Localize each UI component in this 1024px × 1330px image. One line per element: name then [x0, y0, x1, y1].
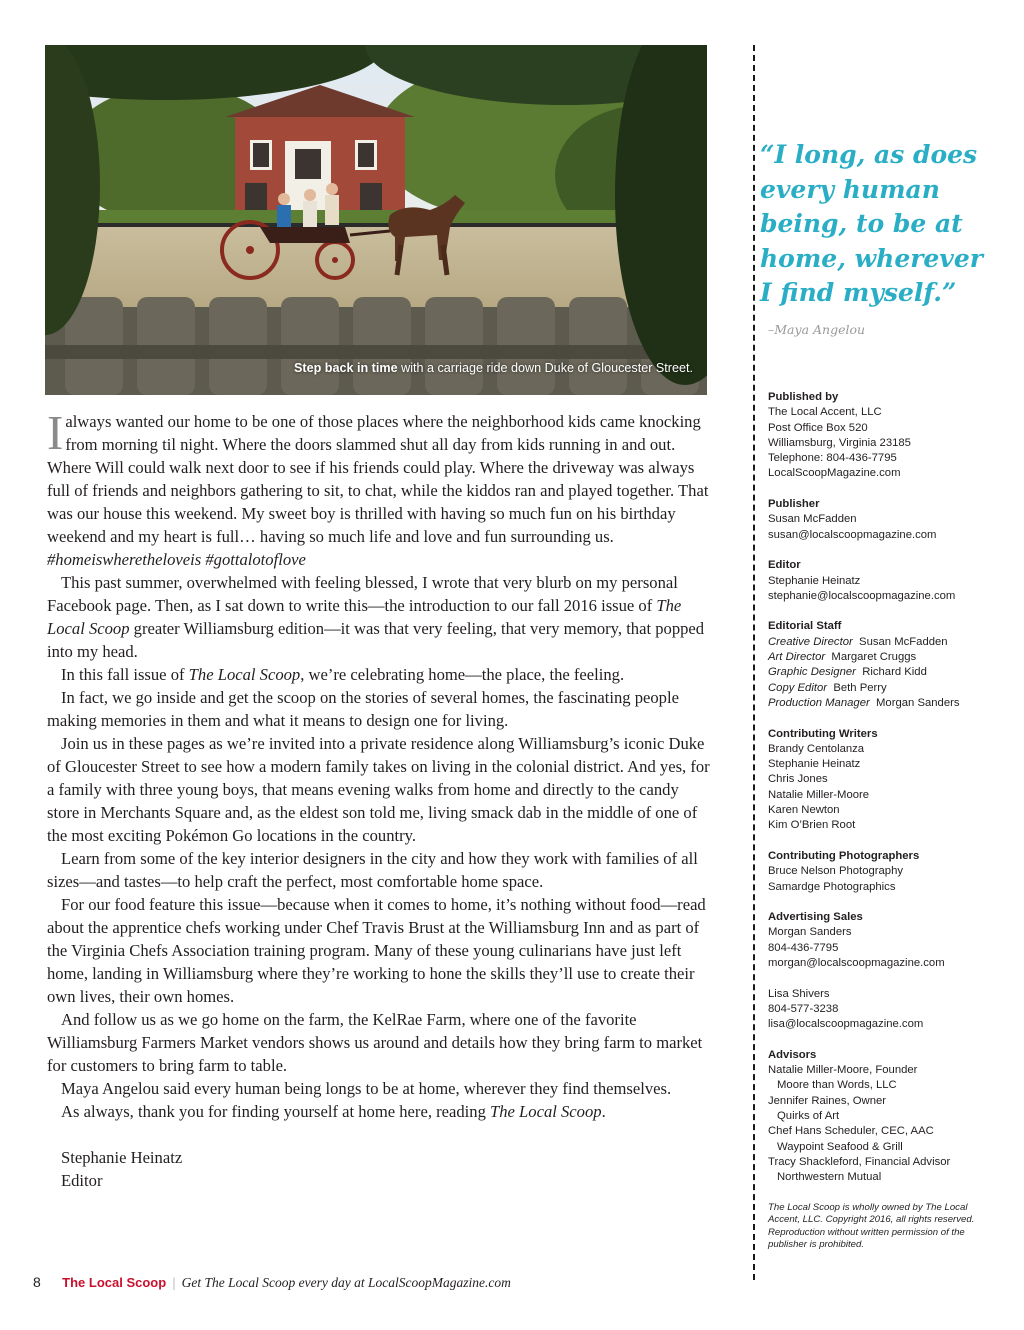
pull-quote: “I long, as does every human being, to be at home, wherever I find myself.”: [760, 140, 983, 307]
photo-caption-bold: Step back in time: [294, 361, 398, 375]
masthead: [768, 390, 1008, 1201]
masthead-advertising-sales: Advertising Sales Morgan Sanders 804-436-7795 morgan@localscoopmagazine.com: [768, 911, 945, 969]
page-number: 8: [33, 1274, 41, 1290]
masthead-editor: Editor Stephanie Heinatz stephanie@localscoopmagazine.com: [768, 559, 956, 602]
feature-photo: [45, 45, 707, 395]
column-divider: [753, 45, 755, 1280]
ownership-note: The Local Scoop is wholly owned by The Local Accent, LLC. Copyright 2016, all rights reserved. Reproduction without written permission of the publisher is prohibited.: [768, 1202, 975, 1251]
footer-separator: |: [172, 1275, 176, 1290]
hashtags: #homeiswheretheloveis #gottalotoflove: [47, 550, 306, 569]
article-paragraph: In this fall issue of The Local Scoop, we’re celebrating home—the place, the feeling.: [61, 665, 625, 684]
article-paragraph: This past summer, overwhelmed with feeling blessed, I wrote that very blurb on my personal Facebook page. Then, as I sat down to write this—the introduction to our fall 2016 issue of The Local Scoop greater Williamsburg edition—it was that very feeling, that very memory, that popped into my head.: [47, 573, 705, 661]
article-paragraph: Ialways wanted our home to be one of those places where the neighborhood kids came knocking from morning til night. Where the doors slammed shut all day from kids running in and out. Where Will could walk next door to see if his friends could play. Where the driveway was always full of friends and neighbors gathering to sit, to chat, while the kiddos ran and played together. That was our house this weekend. My sweet boy is thrilled with having so much fun on his birthday weekend and my heart is full… having so much life and love and fun surrounding us.: [47, 405, 709, 546]
article-paragraph: In fact, we go inside and get the scoop on the stories of several homes, the fascinating people making memories in them and what it means to design one for living.: [47, 688, 679, 730]
masthead-advisors: Advisors Natalie Miller-Moore, Founder Moore than Words, LLC Jennifer Raines, Owner Quirks of Art Chef Hans Scheduler, CEC, AAC Waypoint Seafood & Grill Tracy Shackleford, Financial Advisor Northwestern Mutual: [768, 1048, 951, 1184]
signature-title: Editor: [61, 1171, 103, 1190]
signature-name: Stephanie Heinatz: [61, 1148, 183, 1167]
masthead-published-by: Published by The Local Accent, LLC Post Office Box 520 Williamsburg, Virginia 23185 Telephone: 804-436-7795 LocalScoopMagazine.com: [768, 391, 911, 480]
page-footer: [33, 1274, 511, 1291]
drop-cap: I: [47, 405, 64, 460]
masthead-editorial-staff: Editorial Staff Creative Director Susan McFadden Art Director Margaret Cruggs Graphic Designer Richard Kidd Copy Editor Beth Perry Production Manager Morgan Sanders: [768, 620, 960, 709]
photo-caption-text: with a carriage ride down Duke of Gloucester Street.: [397, 361, 693, 375]
article-paragraph: And follow us as we go home on the farm, the KelRae Farm, where one of the favorite Williamsburg Farmers Market vendors shows us around and details how they bring farm to market for customers to bring farm to table.: [47, 1010, 703, 1075]
article-paragraph: Learn from some of the key interior designers in the city and how they work with families of all sizes—and tastes—to help craft the perfect, most comfortable home space.: [47, 849, 698, 891]
carriage-street-illustration: [45, 45, 707, 395]
quote-attribution: –Maya Angelou: [768, 322, 866, 337]
masthead-advertising-sales-2: Lisa Shivers 804-577-3238 lisa@localscoopmagazine.com: [768, 987, 924, 1031]
editor-letter: [47, 405, 713, 1192]
masthead-contributing-writers: Contributing Writers Brandy Centolanza Stephanie Heinatz Chris Jones Natalie Miller-Moore Karen Newton Kim O’Brien Root: [768, 727, 878, 832]
article-paragraph: Maya Angelou said every human being longs to be at home, wherever they find themselves.: [61, 1079, 672, 1098]
photo-caption: [294, 361, 693, 375]
footer-brand: The Local Scoop: [62, 1275, 167, 1290]
footer-tagline: Get The Local Scoop every day at LocalScoopMagazine.com: [181, 1275, 511, 1290]
masthead-publisher: Publisher Susan McFadden susan@localscoopmagazine.com: [768, 498, 937, 541]
article-paragraph: Join us in these pages as we’re invited into a private residence along Williamsburg’s iconic Duke of Gloucester Street to see how a modern family takes on living in the colonial district. And yes, for a family with three young boys, that means evening walks from home and directly to the candy store in Merchants Square and, as the eldest son told me, living smack dab in the middle of one of the most exciting Pokémon Go locations in the country.: [47, 734, 710, 845]
article-paragraph: For our food feature this issue—because when it comes to home, it’s nothing without food—read about the apprentice chefs working under Chef Travis Brust at the Williamsburg Inn and as part of the Virginia Chefs Association training program. Many of these young culinarians have just left home, landing in Williamsburg where they’re working to hone the skills they’ll use to create their own lives, their own homes.: [47, 895, 706, 1006]
masthead-contributing-photographers: Contributing Photographers Bruce Nelson Photography Samardge Photographics: [768, 849, 920, 893]
article-paragraph: As always, thank you for finding yourself at home here, reading The Local Scoop.: [61, 1102, 606, 1121]
